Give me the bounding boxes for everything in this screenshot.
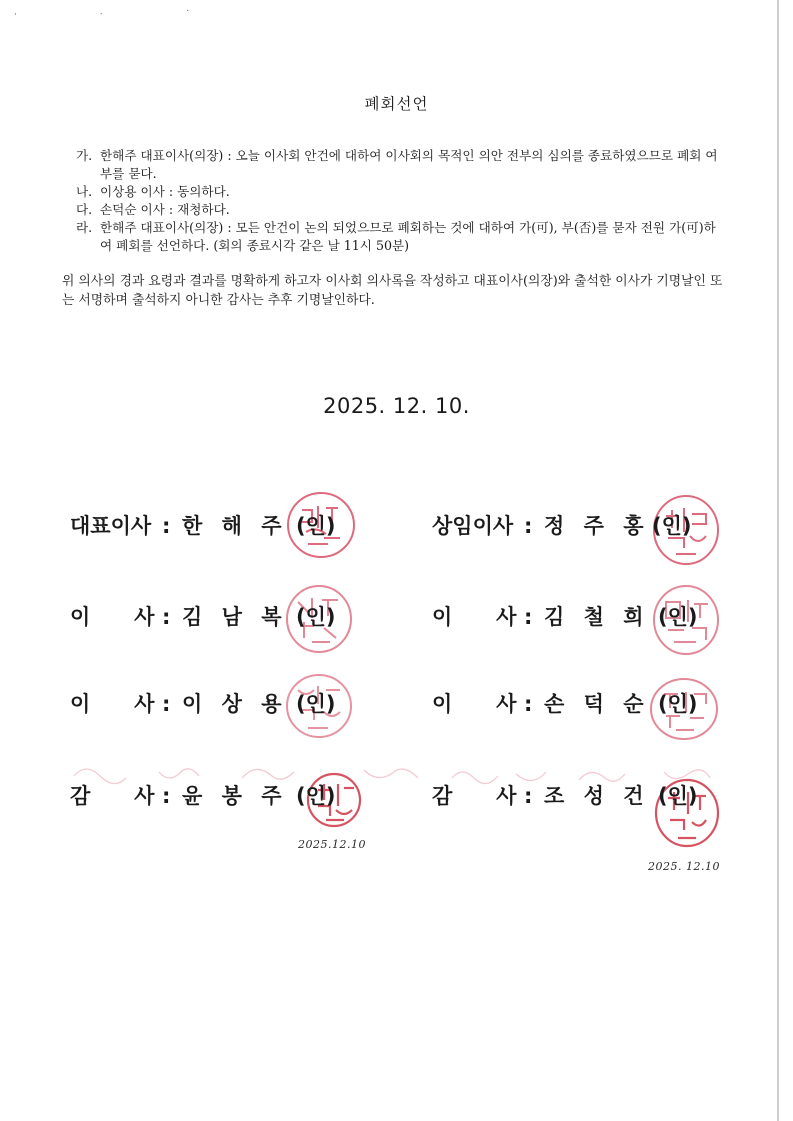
role-colon: : (162, 605, 171, 629)
signer-name: 조 성 건 (544, 784, 650, 808)
page-title: 폐회선언 (364, 95, 429, 113)
signer-name: 정 주 홍 (544, 514, 650, 538)
item-marker: 다. (76, 202, 93, 217)
signature-director (70, 603, 380, 631)
seal-label: (인) (652, 514, 692, 538)
seal-label: (인) (296, 692, 336, 716)
seal-label: (인) (658, 784, 698, 808)
scan-edge-line (777, 0, 779, 1121)
role-colon: : (524, 784, 533, 808)
signer-role: 상임이사 (432, 514, 514, 538)
role-colon: : (524, 514, 533, 538)
scan-specks: · ‧ ˙ (14, 10, 230, 20)
role-colon: : (162, 784, 171, 808)
signer-role: 이 사 (70, 605, 155, 629)
signer-role: 이 사 (432, 692, 517, 716)
role-colon: : (162, 514, 171, 538)
signature-director (432, 690, 742, 718)
list-item (76, 201, 726, 219)
signature-director (70, 690, 380, 718)
stamp-bleed-through (64, 758, 734, 794)
item-text: 한해주 대표이사(의장) : 오늘 이사회 안건에 대하여 이사회의 목적인 의안 전부의 심의를 종료하였으므로 폐회 여부를 묻다. (100, 148, 718, 181)
signature-director (432, 603, 742, 631)
signer-name: 이 상 용 (182, 692, 288, 716)
signer-role: 이 사 (432, 605, 517, 629)
signer-name: 김 남 복 (182, 605, 288, 629)
item-text: 한해주 대표이사(의장) : 모든 안건이 논의 되었으므로 폐회하는 것에 대하여 가(可), 부(否)를 묻자 전원 가(可)하여 폐회를 선언하다. (회의 종료시각 같은 날 11시 50분) (100, 220, 716, 253)
closing-paragraph: 위 의사의 경과 요령과 결과를 명확하게 하고자 이사회 의사록을 작성하고 대표이사(의장)와 출석한 이사가 기명날인 또는 서명하며 출석하지 아니한 감사는 추후 기명날인하다. (62, 274, 723, 308)
handwritten-date: 2025. 12.10 (648, 860, 720, 873)
list-item (76, 183, 726, 201)
role-colon: : (162, 692, 171, 716)
seal-label: (인) (296, 514, 336, 538)
seal-label: (인) (658, 605, 698, 629)
role-colon: : (524, 605, 533, 629)
signer-role: 이 사 (70, 692, 155, 716)
item-marker: 가. (76, 148, 93, 163)
item-text: 손덕순 이사 : 재청하다. (100, 202, 230, 217)
list-item (76, 147, 726, 183)
list-item (76, 219, 726, 255)
signer-name: 윤 봉 주 (182, 784, 288, 808)
item-marker: 나. (76, 184, 93, 199)
signature-ceo (70, 512, 380, 540)
handwritten-date: 2025.12.10 (298, 838, 366, 851)
signer-name: 김 철 희 (544, 605, 650, 629)
item-marker: 라. (76, 220, 93, 235)
signer-role: 감 사 (432, 784, 517, 808)
meeting-date: 2025. 12. 10. (323, 394, 470, 418)
seal-label: (인) (658, 692, 698, 716)
seal-label: (인) (296, 784, 336, 808)
signer-role: 대표이사 (70, 514, 152, 538)
proceedings-list (76, 147, 726, 255)
role-colon: : (524, 692, 533, 716)
signer-name: 손 덕 순 (544, 692, 650, 716)
signer-role: 감 사 (70, 784, 155, 808)
seal-label: (인) (296, 605, 336, 629)
item-text: 이상용 이사 : 동의하다. (100, 184, 230, 199)
signer-name: 한 해 주 (182, 514, 288, 538)
